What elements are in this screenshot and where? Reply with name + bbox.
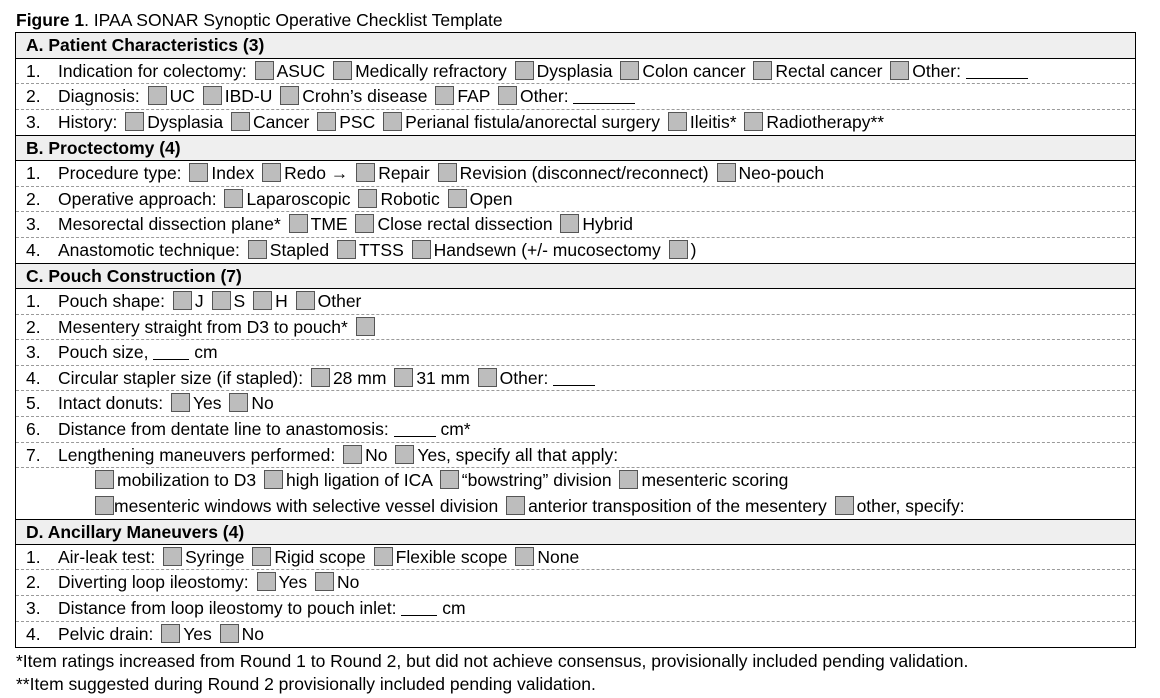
blank-field[interactable] [401, 599, 437, 616]
unit-label: cm* [440, 418, 471, 439]
row-label: Distance from loop ileostomy to pouch inlet: [58, 598, 397, 619]
checkbox[interactable] [374, 547, 393, 566]
option-label: No [241, 623, 265, 644]
option-label: No [251, 393, 274, 414]
checkbox[interactable] [125, 112, 144, 131]
checkbox[interactable] [560, 214, 579, 233]
checklist-row [16, 366, 1135, 392]
checklist-subrow [16, 468, 1135, 494]
option-label: Other: [499, 367, 549, 388]
checkbox[interactable] [620, 61, 639, 80]
option-label: Neo-pouch [738, 162, 825, 183]
checklist-row [16, 84, 1135, 110]
section-proctectomy [16, 135, 1135, 263]
row-label: Intact donuts: [58, 393, 164, 414]
checkbox[interactable] [890, 61, 909, 80]
option-label: Rectal cancer [775, 60, 883, 81]
checkbox[interactable] [619, 470, 638, 489]
checkbox[interactable] [173, 291, 192, 310]
option-label: Handsewn (+/- mucosectomy [433, 239, 661, 260]
checkbox[interactable] [448, 189, 467, 208]
footnote-double-asterisk: **Item suggested during Round 2 provisionally included pending validation. [16, 674, 596, 694]
checkbox[interactable] [506, 496, 525, 515]
checkbox[interactable] [255, 61, 274, 80]
checkbox[interactable] [257, 572, 276, 591]
checkbox[interactable] [280, 86, 299, 105]
row-number: 1. [26, 546, 41, 567]
section-pouch-construction [16, 263, 1135, 519]
option-label: Yes [192, 393, 222, 414]
checkbox[interactable] [220, 624, 239, 643]
option-label: Crohn’s disease [302, 86, 428, 107]
row-label: Circular stapler size (if stapled): [58, 367, 304, 388]
section-header: D. Ancillary Maneuvers (4) [16, 519, 1135, 545]
option-label: “bowstring” division [461, 470, 612, 491]
row-label: Indication for colectomy: [58, 60, 247, 81]
checkbox[interactable] [668, 112, 687, 131]
option-label: Redo → [284, 162, 349, 183]
row-number: 2. [26, 316, 41, 337]
option-label: Robotic [380, 188, 440, 209]
row-number: 7. [26, 444, 41, 465]
option-suffix: ) [690, 239, 697, 260]
checkbox[interactable] [744, 112, 763, 131]
checklist-row [16, 443, 1135, 469]
option-label: No [336, 572, 360, 593]
checklist-row [16, 59, 1135, 85]
option-label: Open [469, 188, 513, 209]
figure-title-text: . IPAA SONAR Synoptic Operative Checklist Template [84, 10, 503, 30]
row-label: Pouch shape: [58, 290, 166, 311]
option-label: Colon cancer [642, 60, 746, 81]
option-label: Other: [912, 60, 961, 81]
checkbox[interactable] [315, 572, 334, 591]
checkbox[interactable] [95, 470, 114, 489]
option-label: Flexible scope [395, 546, 508, 567]
option-label: mesenteric scoring [641, 470, 789, 491]
option-label: 28 mm [332, 367, 387, 388]
option-label: Other [317, 290, 362, 311]
option-label: Revision (disconnect/reconnect) [459, 162, 709, 183]
option-label: None [537, 546, 580, 567]
section-patient-characteristics [16, 33, 1135, 135]
row-number: 2. [26, 188, 41, 209]
blank-field[interactable] [553, 369, 595, 386]
option-label: Perianal fistula/anorectal surgery [405, 111, 660, 132]
checkbox[interactable] [229, 393, 248, 412]
checklist-row [16, 545, 1135, 571]
option-label: UC [169, 86, 195, 107]
option-label: Yes [278, 572, 308, 593]
option-label: FAP [457, 86, 491, 107]
option-label: PSC [339, 111, 376, 132]
section-header: B. Proctectomy (4) [16, 135, 1135, 161]
checklist-row [16, 187, 1135, 213]
checkbox[interactable] [515, 547, 534, 566]
checkbox[interactable] [163, 547, 182, 566]
checkbox[interactable] [212, 291, 231, 310]
checkbox[interactable] [224, 189, 243, 208]
section-header: A. Patient Characteristics (3) [16, 33, 1135, 59]
option-label: Stapled [269, 239, 330, 260]
row-label: Anastomotic technique: [58, 239, 240, 260]
checklist-row [16, 315, 1135, 341]
checkbox[interactable] [161, 624, 180, 643]
unit-label: cm [194, 342, 218, 363]
checklist-row [16, 289, 1135, 315]
checkbox[interactable] [264, 470, 283, 489]
checkbox[interactable] [289, 214, 308, 233]
row-number: 3. [26, 342, 41, 363]
checkbox[interactable] [438, 163, 457, 182]
checkbox[interactable] [171, 393, 190, 412]
checkbox[interactable] [262, 163, 281, 182]
blank-field[interactable] [153, 343, 189, 360]
figure-label: Figure 1 [16, 10, 85, 30]
option-label: mobilization to D3 [117, 470, 257, 491]
checkbox[interactable] [337, 240, 356, 259]
checkbox[interactable] [478, 368, 497, 387]
row-number: 1. [26, 290, 41, 311]
blank-field[interactable] [966, 62, 1028, 79]
checklist-row [16, 570, 1135, 596]
option-label: Yes [183, 623, 212, 644]
row-label: Distance from dentate line to anastomosis: [58, 418, 389, 439]
option-label: 31 mm [416, 367, 470, 388]
option-label: H [275, 290, 288, 311]
row-label: Mesentery straight from D3 to pouch* [58, 316, 348, 337]
row-number: 4. [26, 367, 41, 388]
row-number: 2. [26, 86, 41, 107]
option-label: other, specify: [856, 495, 965, 516]
option-label: Other: [519, 86, 569, 107]
checkbox[interactable] [835, 496, 854, 515]
option-label: Medically refractory [355, 60, 507, 81]
checkbox[interactable] [356, 317, 375, 336]
option-label: high ligation of ICA [285, 470, 432, 491]
checkbox[interactable] [395, 445, 414, 464]
row-number: 1. [26, 162, 41, 183]
option-label: Repair [378, 162, 430, 183]
checklist-table [15, 32, 1136, 648]
row-label: Operative approach: [58, 188, 217, 209]
option-label: Radiotherapy** [766, 111, 885, 132]
row-number: 2. [26, 572, 41, 593]
checklist-row [16, 622, 1135, 648]
row-label: Diagnosis: [58, 86, 140, 107]
option-label: IBD-U [224, 86, 273, 107]
option-label: mesenteric windows with selective vessel division [114, 495, 499, 516]
checkbox[interactable] [333, 61, 352, 80]
option-label: TTSS [359, 239, 404, 260]
checkbox[interactable] [515, 61, 534, 80]
option-label: Laparoscopic [246, 188, 351, 209]
option-label: Close rectal dissection [377, 214, 553, 235]
option-label: Cancer [252, 111, 310, 132]
option-label: Syringe [185, 546, 245, 567]
row-label: History: [58, 111, 118, 132]
checkbox[interactable] [355, 214, 374, 233]
checklist-row [16, 161, 1135, 187]
option-label: J [194, 290, 204, 311]
checklist-row [16, 596, 1135, 622]
checkbox[interactable] [317, 112, 336, 131]
row-number: 4. [26, 623, 41, 644]
checkbox[interactable] [394, 368, 413, 387]
checkbox[interactable] [440, 470, 459, 489]
checklist-row [16, 340, 1135, 366]
checkbox[interactable] [311, 368, 330, 387]
row-number: 3. [26, 214, 41, 235]
option-label: Yes, specify all that apply: [417, 444, 619, 465]
checkbox[interactable] [203, 86, 222, 105]
blank-field[interactable] [394, 420, 436, 437]
option-label: Index [211, 162, 255, 183]
checkbox[interactable] [435, 86, 454, 105]
checkbox[interactable] [95, 496, 114, 515]
section-header: C. Pouch Construction (7) [16, 263, 1135, 289]
checkbox[interactable] [252, 547, 271, 566]
row-number: 4. [26, 239, 41, 260]
option-label: ASUC [276, 60, 326, 81]
checkbox[interactable] [412, 240, 431, 259]
row-label: Procedure type: [58, 162, 182, 183]
row-number: 3. [26, 111, 41, 132]
footnote-single-asterisk: *Item ratings increased from Round 1 to Round 2, but did not achieve consensus, provisionally included pending validation. [16, 651, 969, 671]
row-label: Air-leak test: [58, 546, 156, 567]
checkbox[interactable] [669, 240, 688, 259]
row-number: 3. [26, 598, 41, 619]
checkbox[interactable] [148, 86, 167, 105]
option-label: TME [310, 214, 348, 235]
option-label: anterior transposition of the mesentery [528, 495, 827, 516]
option-label: No [365, 444, 388, 465]
option-label: Rigid scope [274, 546, 366, 567]
checkbox[interactable] [253, 291, 272, 310]
checkbox[interactable] [358, 189, 377, 208]
checkbox[interactable] [296, 291, 315, 310]
checklist-row [16, 391, 1135, 417]
row-number: 6. [26, 418, 41, 439]
checkbox[interactable] [343, 445, 362, 464]
checkbox[interactable] [248, 240, 267, 259]
checklist-row [16, 238, 1135, 264]
option-label: Ileitis* [689, 111, 737, 132]
checklist-row [16, 110, 1135, 136]
checkbox[interactable] [189, 163, 208, 182]
row-label: Pelvic drain: [58, 623, 154, 644]
option-label: Dysplasia [147, 111, 224, 132]
checklist-subrow [16, 494, 1135, 520]
checkbox[interactable] [383, 112, 402, 131]
row-number: 1. [26, 60, 41, 81]
checkbox[interactable] [753, 61, 772, 80]
row-number: 5. [26, 393, 41, 414]
checkbox[interactable] [498, 86, 517, 105]
option-label: S [233, 290, 246, 311]
checkbox[interactable] [356, 163, 375, 182]
checklist-row [16, 212, 1135, 238]
checkbox[interactable] [717, 163, 736, 182]
row-label: Mesorectal dissection plane* [58, 214, 281, 235]
row-label: Diverting loop ileostomy: [58, 572, 249, 593]
option-label: Dysplasia [536, 60, 613, 81]
section-ancillary-maneuvers [16, 519, 1135, 647]
unit-label: cm [442, 598, 466, 619]
option-label: Hybrid [582, 214, 633, 235]
figure-title [16, 9, 503, 31]
row-label: Pouch size, [58, 342, 149, 363]
row-label: Lengthening maneuvers performed: [58, 444, 336, 465]
blank-field[interactable] [573, 87, 635, 104]
checkbox[interactable] [231, 112, 250, 131]
checklist-row [16, 417, 1135, 443]
